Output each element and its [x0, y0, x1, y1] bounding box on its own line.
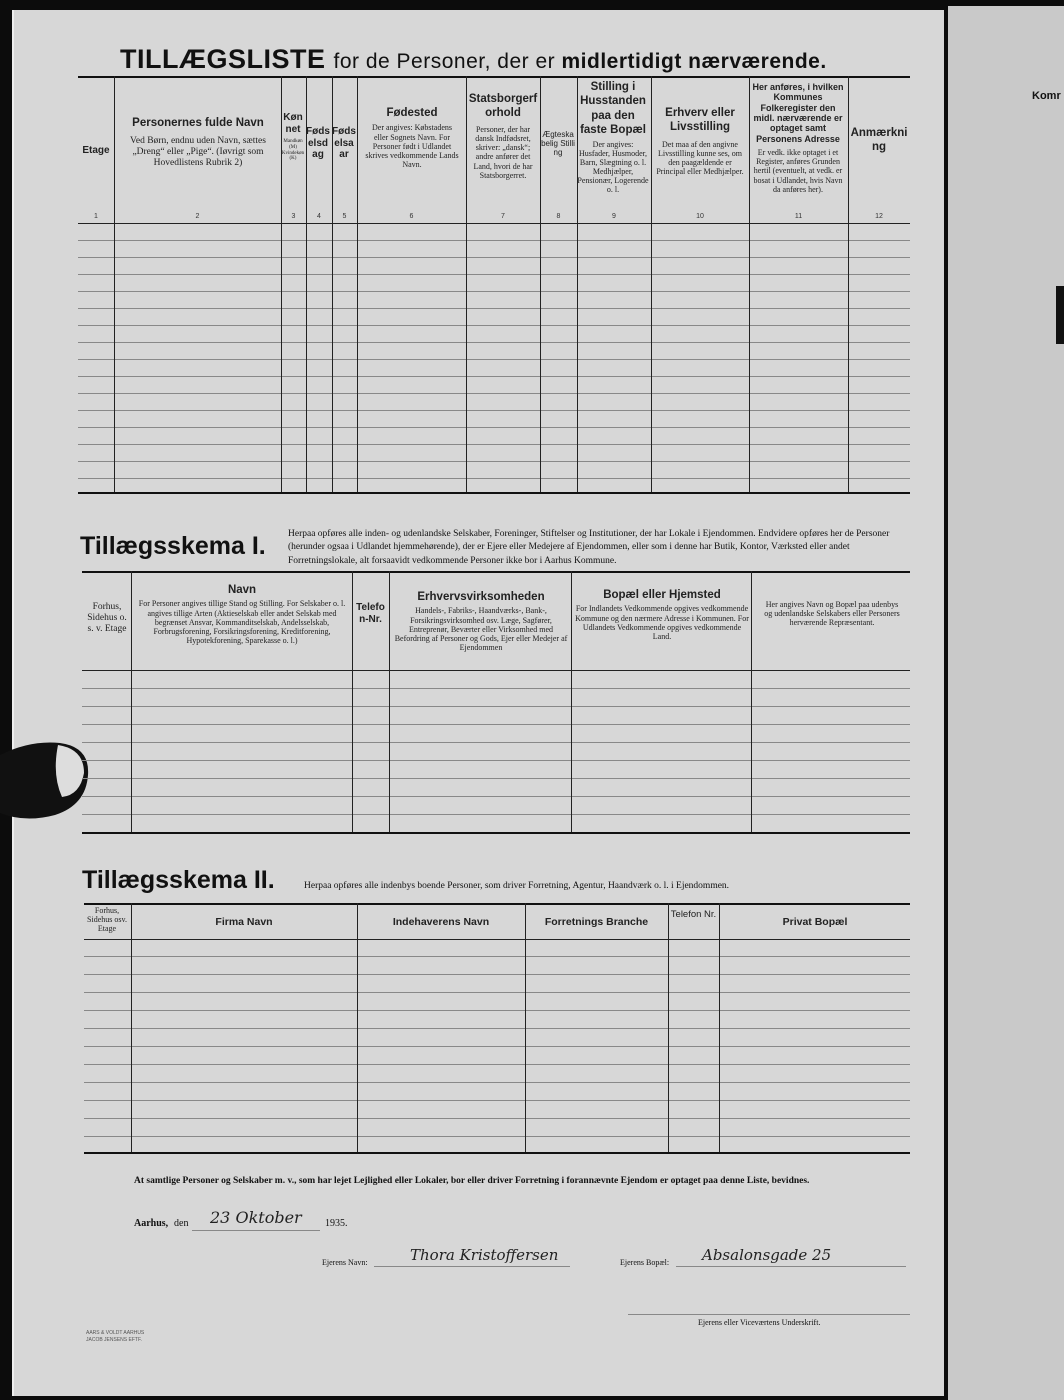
list-col-divider: [651, 76, 652, 492]
list-col-household-head: Stilling i Husstanden paa den faste Bopæl: [580, 81, 646, 137]
row-rule: [84, 1100, 910, 1101]
list-col-num: 12: [875, 213, 883, 220]
row-rule: [84, 1118, 910, 1119]
list-col-sex: [281, 112, 305, 162]
list-col-num: 11: [794, 213, 803, 220]
skema1-col-residence: [575, 588, 749, 641]
list-col-birthyear: [332, 126, 356, 161]
row-rule: [82, 724, 910, 725]
list-col-remark-head: Anmærkning: [850, 127, 908, 154]
skema2-col-divider: [357, 903, 358, 1152]
skema1-col-divider: [352, 571, 353, 832]
list-col-citizenship-body: Personer, der har dansk Indfødsret, skriver: „dansk“; andre anfører det Land, hvori de har Statsborgerret.: [473, 124, 533, 180]
list-col-household: [577, 80, 649, 195]
row-rule: [78, 461, 910, 462]
form-title-main: TILLÆGSLISTE: [120, 44, 326, 74]
row-rule: [82, 778, 910, 779]
skema1-col-divider: [571, 571, 572, 832]
list-col-remark: [849, 126, 909, 155]
skema2-col-phone: Telefon Nr.: [670, 909, 717, 920]
list-col-num: 1: [94, 213, 98, 220]
list-col-citizenship-head: Statsborgerforhold: [468, 93, 538, 120]
owner-name-line: [374, 1266, 570, 1267]
list-col-num: 5: [342, 213, 347, 220]
list-col-register-body: Er vedk. ikke optaget i et Register, anføres Grunden hertil (eventuelt, at vedk. er bosat i Udlandet, hvis Navn da anføres her).: [753, 148, 843, 194]
list-col-register: [750, 82, 846, 194]
row-rule: [82, 796, 910, 797]
list-col-name: [118, 116, 278, 169]
form-title-sub-bold: midlertidigt nærværende.: [561, 50, 827, 73]
list-col-marital-head: Ægteskabelig Stilling: [541, 130, 575, 158]
list-col-divider: [306, 76, 307, 492]
attestation-text: At samtlige Personer og Selskaber m. v., som har lejet Lejlighed eller Lokaler, bor eller driver Forretning i forannævnte Ejendom er optaget paa denne Liste, bevidnes.: [134, 1176, 810, 1186]
row-rule: [82, 760, 910, 761]
skema1-col-business-head: Erhvervsvirksomheden: [417, 591, 545, 603]
list-col-name-head: Personernes fulde Navn: [132, 117, 264, 129]
list-col-birthplace-head: Fødested: [386, 107, 438, 119]
list-col-marital: [541, 130, 575, 158]
row-rule: [78, 274, 910, 275]
adjacent-page: [948, 6, 1064, 1400]
skema2-col-divider: [525, 903, 526, 1152]
skema1-col-etage: Forhus, Sidehus o. s. v. Etage: [87, 602, 127, 634]
list-col-divider: [332, 76, 333, 492]
row-rule: [84, 1028, 910, 1029]
row-rule: [82, 688, 910, 689]
skema2-col-owner: Indehaverens Navn: [392, 916, 490, 928]
list-col-birthday-head: Fødselsdag: [306, 126, 330, 160]
owner-name-handwritten: Thora Kristoffersen: [410, 1246, 559, 1264]
list-col-num: 3: [291, 213, 296, 220]
skema1-col-phone-head: Telefon-Nr.: [356, 602, 385, 625]
row-rule: [78, 393, 910, 394]
form-title-sub-pre: for de Personer, der er: [333, 50, 556, 73]
row-rule: [78, 240, 910, 241]
skema2-col-divider: [668, 903, 669, 1152]
list-header-bottom: [78, 223, 910, 224]
skema1-col-divider: [131, 571, 132, 832]
list-col-divider: [848, 76, 849, 492]
year-text: 1935.: [325, 1218, 348, 1229]
list-col-num: 4: [317, 213, 321, 220]
skema1-col-divider: [389, 571, 390, 832]
adjacent-page-text: Komr: [1032, 90, 1061, 102]
row-rule: [82, 706, 910, 707]
form-title-sub: [334, 50, 827, 73]
skema1-col-business: [393, 590, 569, 652]
list-col-birthplace: [364, 106, 460, 169]
skema2-col-etage: Forhus, Sidehus osv. Etage: [87, 906, 127, 934]
owner-address-handwritten: Absalonsgade 25: [702, 1246, 832, 1264]
date-handwritten: 23 Oktober: [210, 1208, 302, 1227]
list-col-etage: [78, 145, 114, 157]
list-col-divider: [540, 76, 541, 492]
list-col-num: 2: [195, 213, 200, 220]
list-col-occupation-body: Det maa af den angivne Livsstilling kunne ses, om den paagældende er Principal eller Medhjælper.: [656, 139, 744, 177]
row-rule: [78, 325, 910, 326]
list-col-etage-head: Etage: [82, 145, 110, 156]
row-rule: [84, 1010, 910, 1011]
signature-line: [628, 1314, 910, 1315]
form-title: [120, 44, 827, 75]
thumb-icon: [0, 735, 90, 820]
owner-address-line: [676, 1266, 906, 1267]
row-rule: [78, 444, 910, 445]
list-col-divider: [281, 76, 282, 492]
list-col-occupation-head: Erhverv eller Livsstilling: [665, 107, 735, 134]
list-col-name-body: Ved Børn, endnu uden Navn, sættes „Dreng“ eller „Pige“. (Iøvrigt som Hovedlistens Rubrik 2): [130, 136, 266, 169]
skema1-title: Tillægsskema I.: [80, 532, 266, 560]
skema2-description: Herpaa opføres alle indenbys boende Personer, som driver Forretning, Agentur, Haandværk o. l. i Ejendommen.: [304, 881, 730, 891]
list-col-num: 10: [696, 213, 704, 220]
list-col-citizenship: [468, 92, 538, 180]
row-rule: [78, 427, 910, 428]
owner-name-label: Ejerens Navn:: [322, 1258, 368, 1267]
row-rule: [84, 1046, 910, 1047]
row-rule: [78, 410, 910, 411]
skema2-col-divider: [131, 903, 132, 1152]
adjacent-page-mark: [1056, 286, 1064, 344]
skema1-col-divider: [751, 571, 752, 832]
signature-label: Ejerens eller Viceværtens Underskrift.: [698, 1318, 821, 1327]
list-col-birthyear-head: Fødselsaar: [332, 126, 356, 160]
skema1-description: Herpaa opføres alle inden- og udenlandske Selskaber, Foreninger, Stiftelser og Institutioner, der har Lokale i Ejendommen. Endvidere opføres her de Personer (herunder ogsaa i Udlandet hjemmehørende), der er Ejere eller Medejere af Ejendommen, eller som i denne har Butik, Kontor, Værksted eller andet Forretningslokale, alt forsaavidt vedkommende Personer ikke bor i Aarhus Kommune.: [288, 529, 890, 566]
row-rule: [84, 992, 910, 993]
row-rule: [84, 974, 910, 975]
skema1-col-residence-head: Bopæl eller Hjemsted: [603, 589, 721, 601]
skema2-col-branch: Forretnings Branche: [544, 916, 649, 928]
list-col-divider: [577, 76, 578, 492]
skema2-bottom-border: [84, 1152, 910, 1154]
skema2-col-divider: [719, 903, 720, 1152]
skema1-bottom-border: [82, 832, 910, 834]
owner-address-label: Ejerens Bopæl:: [620, 1258, 670, 1267]
row-rule: [78, 308, 910, 309]
skema2-col-private-address: Privat Bopæl: [782, 916, 848, 928]
row-rule: [82, 742, 910, 743]
list-col-num: 9: [612, 213, 616, 220]
row-rule: [84, 1064, 910, 1065]
skema1-col-name-body: For Personer angives tillige Stand og Stilling. For Selskaber o. l. angives tillige Arten (Aktieselskab eller andet Selskab med begrænset Ansvar, Kommanditselskab, Andelsselskab, Forbrugsforening, Forsikringsforening, Kreditforening, Hypotekforening, Sparekasse o. l.): [138, 599, 346, 646]
list-col-sex-head: Kønnet: [283, 112, 303, 135]
list-col-num: 8: [556, 213, 561, 220]
list-col-register-head: Her anføres, i hvilken Kommunes Folkeregister den midl. nærværende er optaget samt Personens Adresse: [752, 82, 844, 144]
list-col-num: 6: [409, 213, 414, 220]
list-col-divider: [114, 76, 115, 492]
skema1-col-residence-body: For Indlandets Vedkommende opgives vedkommende Kommune og den nærmere Adresse i Kommunen. For Udlandets Vedkommende opgives vedkommende Land.: [575, 604, 749, 641]
list-col-divider: [466, 76, 467, 492]
skema2-header-bottom: [84, 939, 910, 940]
row-rule: [78, 478, 910, 479]
skema1-col-representative: Her angives Navn og Bopæl paa udenbys og udenlandske Selskabers eller Personers herværende Repræsentant.: [764, 600, 900, 628]
skema1-col-name-head: Navn: [227, 584, 257, 596]
row-rule: [78, 291, 910, 292]
row-rule: [78, 376, 910, 377]
row-rule: [78, 359, 910, 360]
date-line: [192, 1230, 320, 1231]
list-col-divider: [357, 76, 358, 492]
list-col-occupation: [653, 106, 747, 177]
list-col-household-body: Der angives: Husfader, Husmoder, Barn, Slægtning o. l. Medhjælper, Pensionær, Logerende o. l.: [577, 139, 649, 195]
skema1-col-business-body: Handels-, Fabriks-, Haandværks-, Bank-, Forsikringsvirksomhed osv. Læge, Sagfører, Entreprenør, Beværter eller Virksomhed med Befordring af Personer og Gods, Ejer eller Medejer af Ejendommen: [394, 606, 568, 653]
list-col-num: 7: [501, 213, 505, 220]
row-rule: [78, 342, 910, 343]
list-col-birthday: [306, 126, 330, 161]
skema1-header-bottom: [82, 670, 910, 671]
list-bottom-border: [78, 492, 910, 494]
skema2-title: Tillægsskema II.: [82, 866, 275, 894]
row-rule: [78, 257, 910, 258]
skema1-col-name: [136, 583, 348, 645]
list-col-birthplace-body: Der angives: Købstadens eller Sognets Navn. For Personer født i Udlandet skrives vedkommende Lands Navn.: [365, 123, 459, 170]
skema1-top-border: [82, 571, 910, 573]
skema2-top-border: [84, 903, 910, 905]
list-top-border: [78, 76, 910, 78]
skema1-col-phone: [354, 602, 387, 625]
skema2-col-firm: Firma Navn: [215, 916, 273, 928]
list-col-sex-body: Mandkøn (M) Kvindekøn (K): [281, 139, 305, 162]
place-label: Aarhus,: [134, 1218, 169, 1229]
printer-mark: AARS & VOLDT AARHUS JACOB JENSENS EFTF.: [86, 1330, 145, 1343]
row-rule: [84, 1082, 910, 1083]
list-col-divider: [749, 76, 750, 492]
row-rule: [84, 1136, 910, 1137]
date-den-label: den: [174, 1218, 189, 1229]
row-rule: [82, 814, 910, 815]
row-rule: [84, 956, 910, 957]
